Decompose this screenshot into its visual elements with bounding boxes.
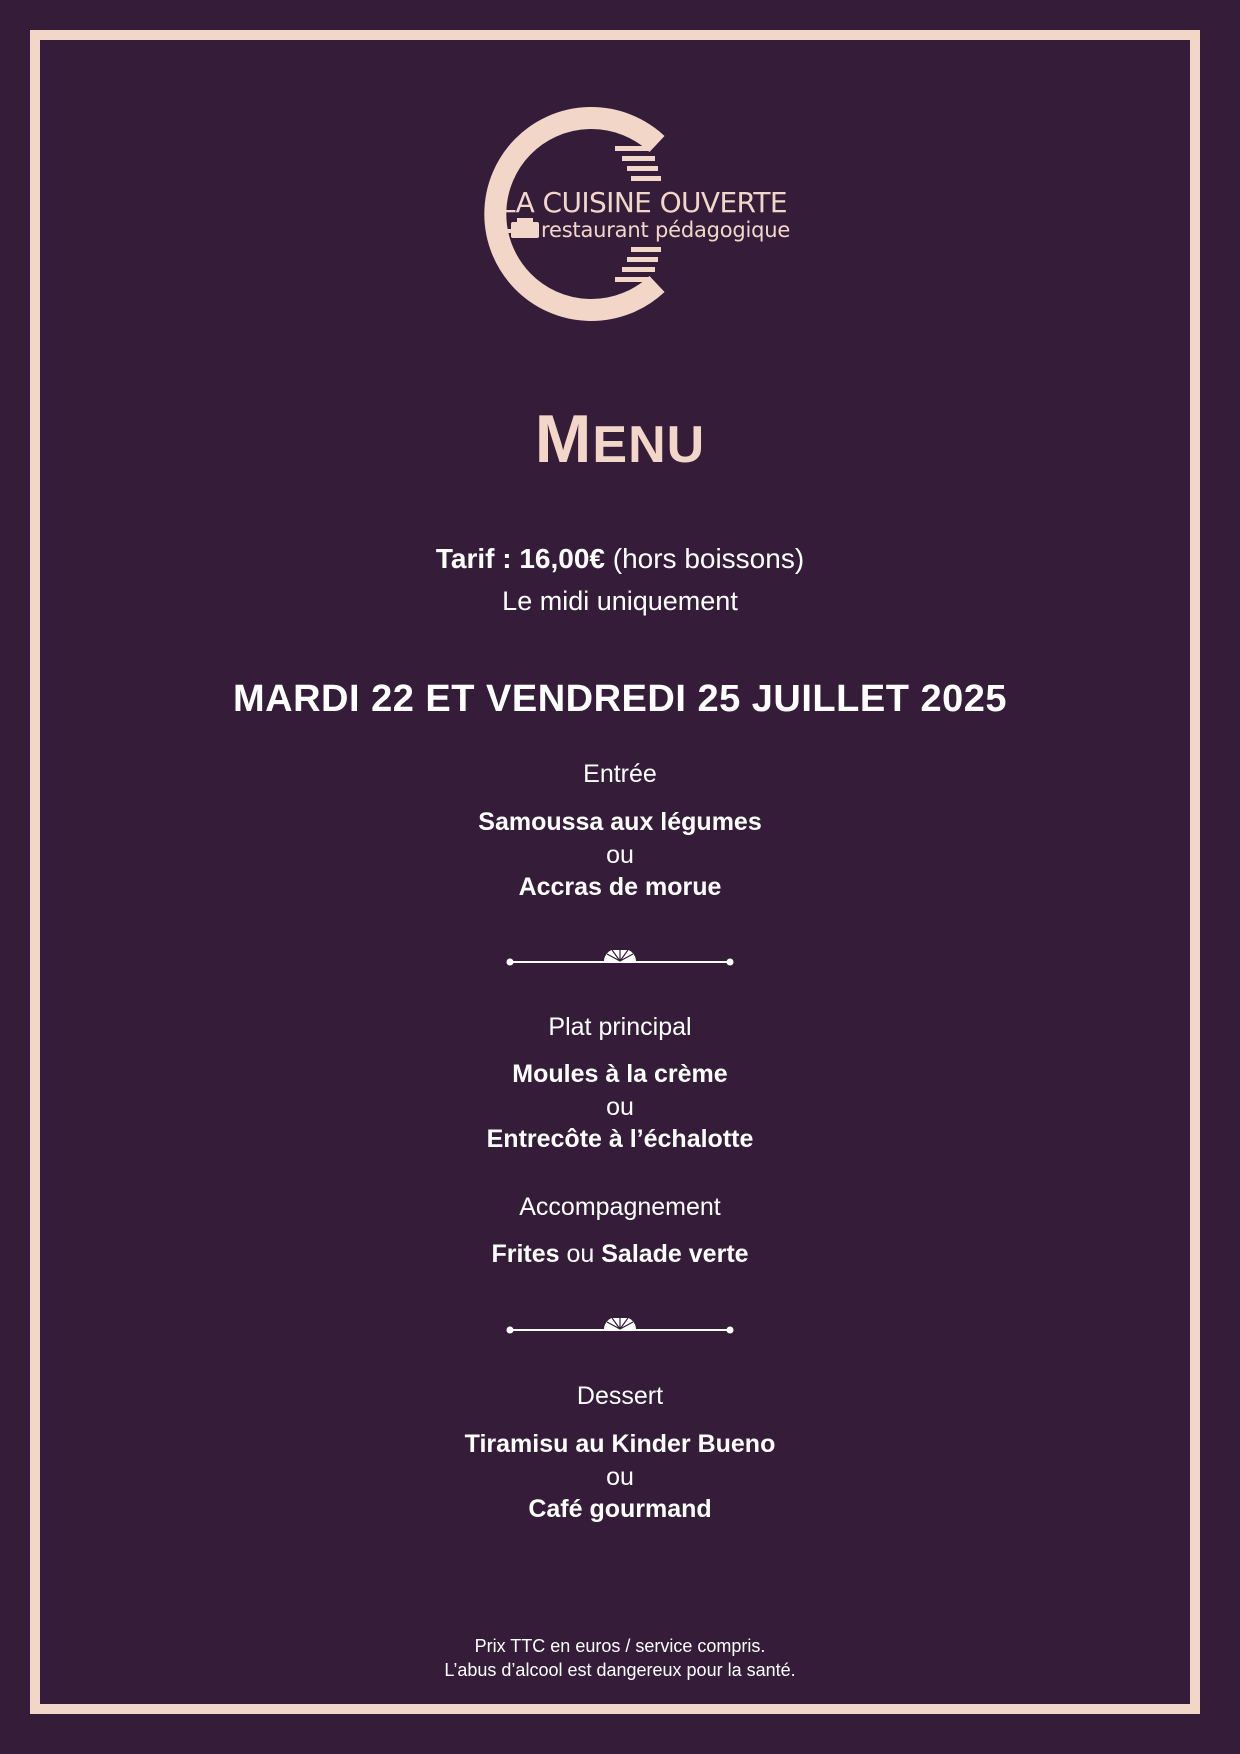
dessert-option-1: Tiramisu au Kinder Bueno [464,1430,776,1458]
menu-title-rest: ENU [592,416,706,474]
plat-option-2: Entrecôte à l’échalotte [486,1125,754,1153]
entree-label: Entrée [583,760,657,788]
accompagnement-label: Accompagnement [519,1193,721,1221]
brand-name: LA CUISINE OUVERTE [500,186,787,219]
plat-option-1: Moules à la crème [512,1060,728,1088]
entree-or: ou [606,841,634,869]
accompagnement-option-2: Salade verte [601,1240,749,1268]
dessert-label: Dessert [576,1382,664,1410]
entree-option-1: Samoussa aux légumes [478,808,762,836]
accompagnement-options [0,1240,1240,1269]
plat-or: ou [606,1093,634,1121]
tarif-line [0,543,1240,575]
tarif-note: (hors boissons) [604,543,805,574]
dessert-or: ou [606,1463,634,1491]
ornament-divider [505,950,735,974]
accompagnement-option-1: Frites [491,1240,560,1268]
dessert-option-2: Café gourmand [528,1495,712,1523]
entree-option-2: Accras de morue [518,873,722,901]
accompagnement-or: ou [559,1240,602,1268]
menu-title-initial: M [534,401,593,477]
ornament-divider [505,1318,735,1342]
menu-title [0,400,1240,478]
footer-alcohol-warning: L’abus d’alcool est dangereux pour la santé. [444,1660,796,1680]
footer-price-note: Prix TTC en euros / service compris. [474,1636,766,1656]
plat-label: Plat principal [548,1013,692,1041]
menu-date: MARDI 22 ET VENDREDI 25 JUILLET 2025 [233,678,1007,720]
service-time: Le midi uniquement [502,586,738,616]
restaurant-logo [447,106,791,322]
brand-subtitle: restaurant pédagogique [541,218,791,242]
tarif-price: Tarif : 16,00€ [435,543,605,574]
